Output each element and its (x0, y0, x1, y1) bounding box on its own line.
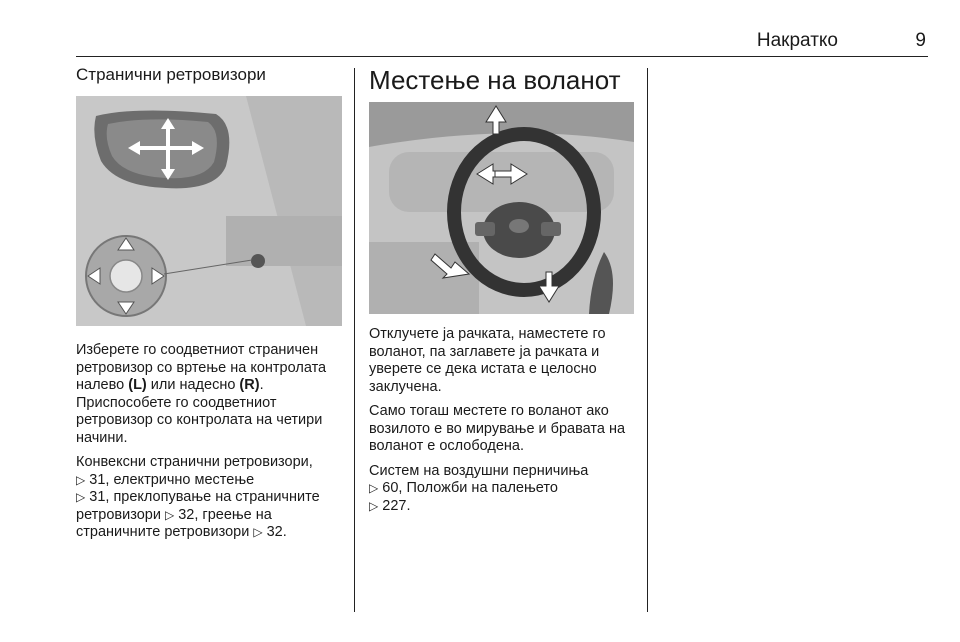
column-divider (354, 68, 355, 612)
section-title-steering-wheel: Местење на воланот (369, 65, 621, 95)
paragraph-mirror-references (76, 454, 342, 542)
side-mirror-drawing (76, 96, 342, 326)
mirror-control-knob (251, 254, 265, 268)
text-run: . Приспособете го соодветниот ретровизор со контролата на четири начини. (76, 377, 323, 446)
page-header (76, 28, 928, 57)
cross-reference-icon: ▷ (253, 525, 263, 539)
steering-wheel-drawing (369, 102, 634, 314)
cross-reference-icon: ▷ (76, 472, 86, 487)
cross-reference-icon: ▷ (164, 507, 175, 522)
label-right: (R) (239, 377, 260, 393)
cross-reference-link[interactable]: 32. (262, 524, 287, 540)
section-title-side-mirrors: Странични ретровизори (76, 65, 266, 84)
header-title: Накратко (756, 30, 838, 51)
steering-wheel-illustration (369, 102, 634, 314)
side-mirror-illustration (76, 96, 342, 326)
column-divider (647, 68, 648, 612)
paragraph-airbag-references (369, 463, 634, 516)
text-run: Конвексни странични ретровизори, (76, 454, 313, 470)
cross-reference-icon: ▷ (369, 481, 379, 495)
paragraph-mirror-adjust (76, 342, 342, 447)
label-left: (L) (128, 377, 147, 393)
column-side-mirrors (76, 64, 342, 542)
cross-reference-link[interactable]: 31, преклопување на страничните ретровизори (76, 489, 320, 523)
text-run: страничен ретровизор со вртење на контролата налево (76, 342, 327, 393)
cross-reference-link[interactable]: 227. (378, 497, 411, 514)
cross-reference-link[interactable]: 31, електрично местење (85, 471, 255, 488)
cross-reference-icon: ▷ (76, 490, 86, 504)
paragraph-unlock-lever: Отклучете ја рачката, наместете го воланот, па заглавете ја рачката и уверете се дека истата е целосно заклучена. (369, 326, 606, 395)
text-run: Систем на воздушни перничиња (369, 462, 589, 479)
cross-reference-icon: ▷ (369, 498, 379, 513)
page-number: 9 (915, 30, 926, 51)
paragraph-adjust-warning: Само тогаш местете го воланот ако возилото е во мирување и бравата на воланот е ослободена. (369, 403, 626, 454)
column-steering-wheel (369, 64, 634, 515)
text-run: или надесно (146, 377, 240, 393)
cross-reference-link[interactable]: 32, греење на страничните ретровизори (76, 506, 272, 540)
cross-reference-link[interactable]: 60, Положби на палењето (378, 480, 558, 496)
text-run: Изберете го соодветниот (76, 342, 245, 358)
